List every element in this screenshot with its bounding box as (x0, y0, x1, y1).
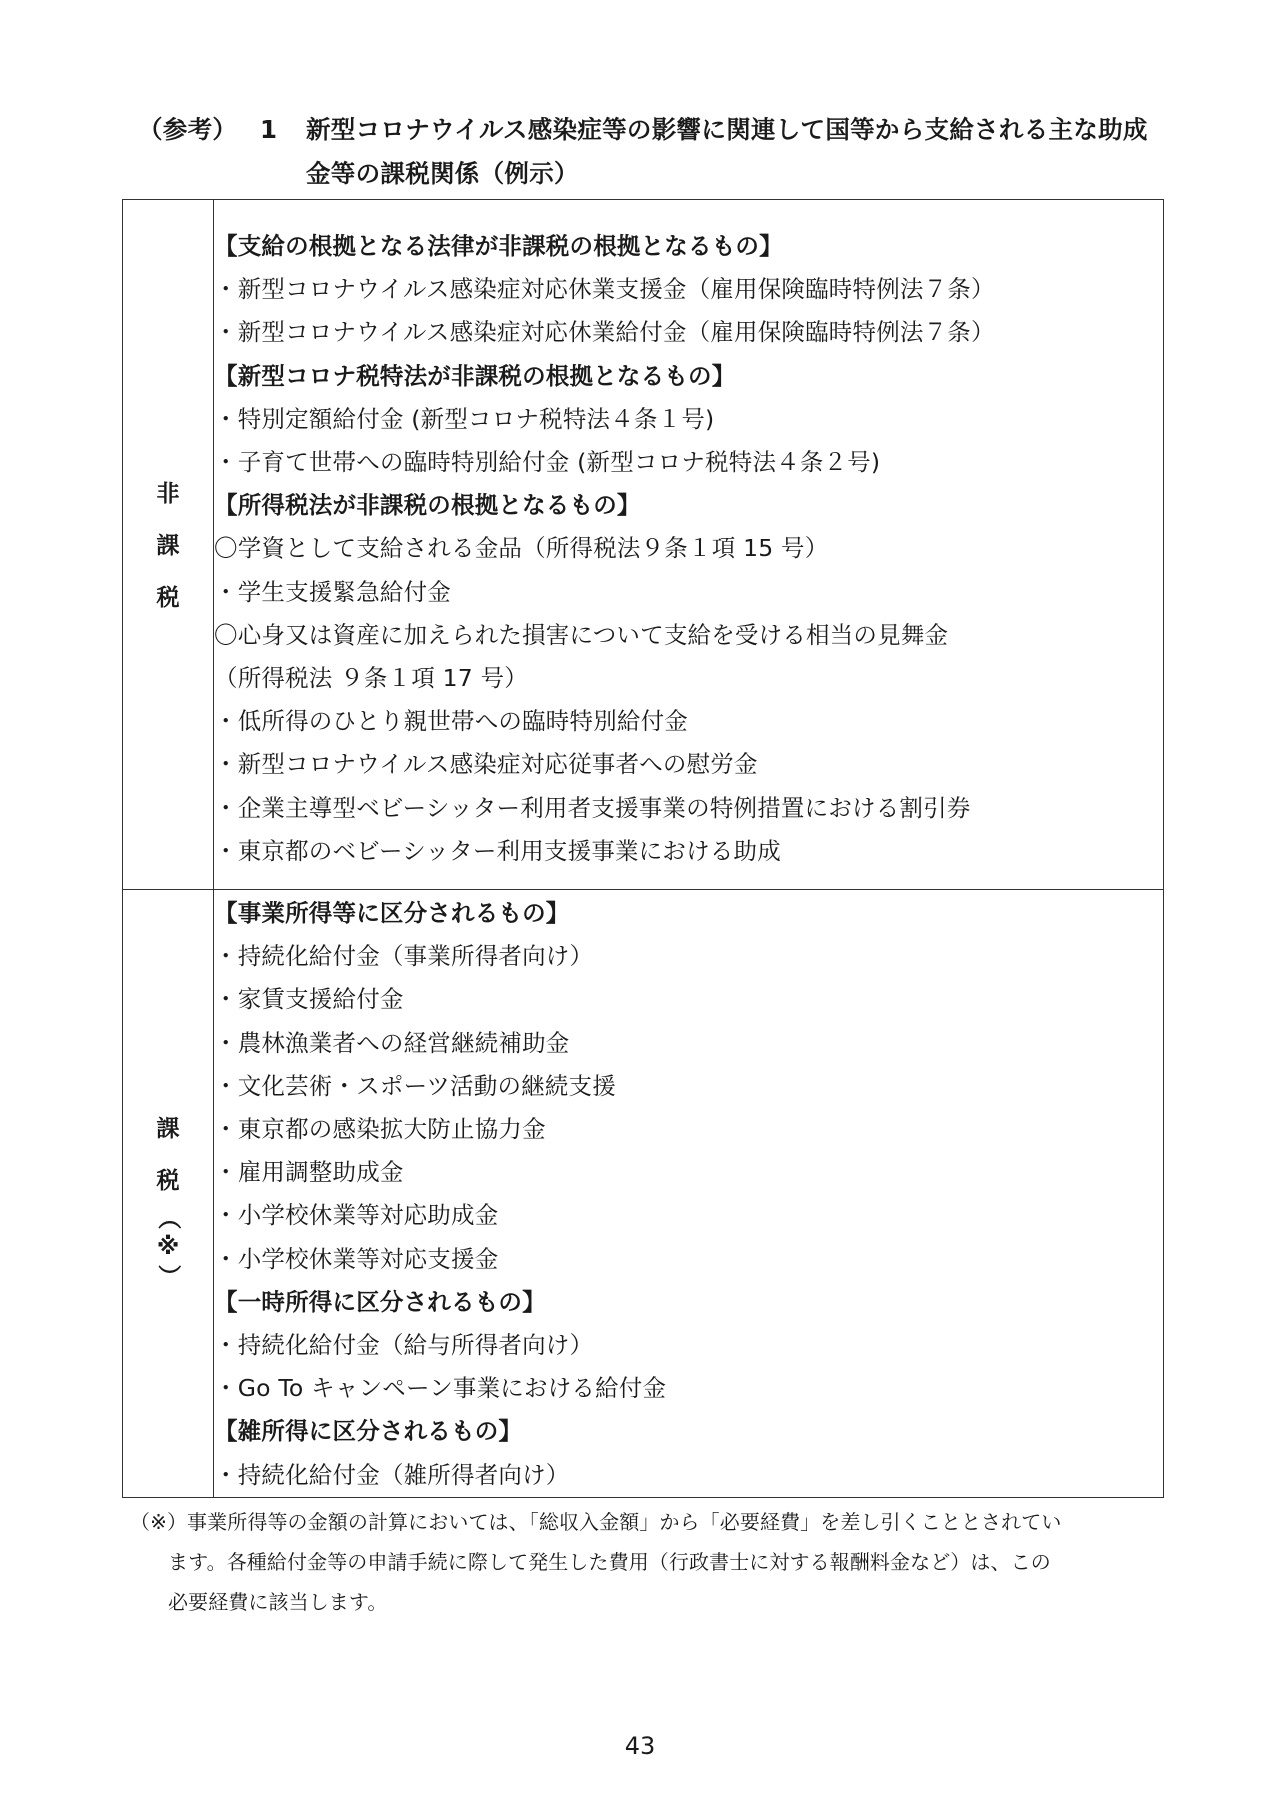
list-item: ・学生支援緊急給付金 (214, 577, 451, 606)
title-prefix: （参考） (138, 115, 238, 144)
nontaxable-row (123, 200, 1164, 890)
label-char: （ (155, 1206, 181, 1230)
category-heading: 【事業所得等に区分されるもの】 (214, 899, 570, 927)
label-char: 非 (156, 481, 180, 507)
category-heading: 【一時所得に区分されるもの】 (214, 1287, 546, 1316)
category-heading: 【雑所得に区分されるもの】 (214, 1417, 523, 1446)
tax-classification-table (122, 199, 1164, 1498)
category-heading: 【支給の根拠となる法律が非課税の根拠となるもの】 (214, 232, 783, 260)
page-title (138, 108, 1178, 196)
taxable-label (123, 890, 213, 1287)
label-char: 課 (156, 1116, 180, 1142)
title-number: 1 (260, 115, 278, 144)
list-item: （所得税法 ９条１項 17 号） (214, 664, 529, 693)
list-item: ・低所得のひとり親世帯への臨時特別給付金 (214, 707, 688, 736)
title-line-1: 新型コロナウイルス感染症等の影響に関連して国等から支給される主な助成 (306, 115, 1148, 144)
footnote-line-3: 必要経費に該当します。 (168, 1590, 388, 1614)
list-item: ・新型コロナウイルス感染症対応休業支援金（雇用保険臨時特例法７条） (214, 275, 995, 304)
list-item: ・新型コロナウイルス感染症対応従事者への慰労金 (214, 750, 758, 779)
taxable-label-cell (123, 890, 214, 1498)
label-char: ※ (156, 1234, 180, 1260)
list-item: ・小学校休業等対応支援金 (214, 1244, 499, 1273)
footnote-line-1: （※）事業所得等の金額の計算においては、「総収入金額」から「必要経費」を差し引くこととされてい (130, 1510, 1062, 1534)
list-item: ・文化芸術・スポーツ活動の継続支援 (214, 1071, 616, 1100)
category-heading: 【所得税法が非課税の根拠となるもの】 (214, 491, 641, 520)
nontaxable-label-cell (123, 200, 214, 890)
nontaxable-label (123, 200, 213, 624)
list-item: ・持続化給付金（事業所得者向け） (214, 942, 594, 971)
list-item: ・Go To キャンペーン事業における給付金 (214, 1374, 667, 1403)
list-item: ・持続化給付金（雑所得者向け） (214, 1460, 570, 1489)
label-char: 税 (156, 1168, 180, 1194)
category-heading: 【新型コロナ税特法が非課税の根拠となるもの】 (214, 361, 736, 390)
footnote (130, 1502, 1170, 1622)
list-item: 〇学資として支給される金品（所得税法９条１項 15 号） (214, 534, 829, 563)
page-number: 43 (624, 1732, 656, 1760)
taxable-content (214, 890, 1164, 1498)
label-char: 課 (156, 533, 180, 559)
list-item: ・子育て世帯への臨時特別給付金 (新型コロナ税特法４条２号) (214, 448, 881, 477)
list-item: ・持続化給付金（給与所得者向け） (214, 1331, 594, 1360)
list-item: ・新型コロナウイルス感染症対応休業給付金（雇用保険臨時特例法７条） (214, 318, 995, 347)
list-item: ・特別定額給付金 (新型コロナ税特法４条１号) (214, 404, 715, 433)
list-item: ・東京都のベビーシッター利用支援事業における助成 (214, 836, 781, 865)
taxable-row (123, 890, 1164, 1498)
title-line-2: 金等の課税関係（例示） (306, 159, 579, 188)
list-item: ・小学校休業等対応助成金 (214, 1201, 499, 1230)
list-item: ・企業主導型ベビーシッター利用者支援事業の特例措置における割引券 (214, 793, 971, 822)
list-item: ・雇用調整助成金 (214, 1158, 404, 1187)
label-char: 税 (156, 585, 180, 611)
label-char: ） (155, 1264, 181, 1288)
footnote-line-2: ます。各種給付金等の申請手続に際して発生した費用（行政書士に対する報酬料金など）は、この (168, 1550, 1051, 1574)
list-item: ・農林漁業者への経営継続補助金 (214, 1028, 570, 1057)
list-item: ・家賃支援給付金 (214, 985, 404, 1014)
list-item: 〇心身又は資産に加えられた損害について支給を受ける相当の見舞金 (214, 620, 949, 649)
nontaxable-content (214, 200, 1164, 890)
list-item: ・東京都の感染拡大防止協力金 (214, 1115, 546, 1144)
